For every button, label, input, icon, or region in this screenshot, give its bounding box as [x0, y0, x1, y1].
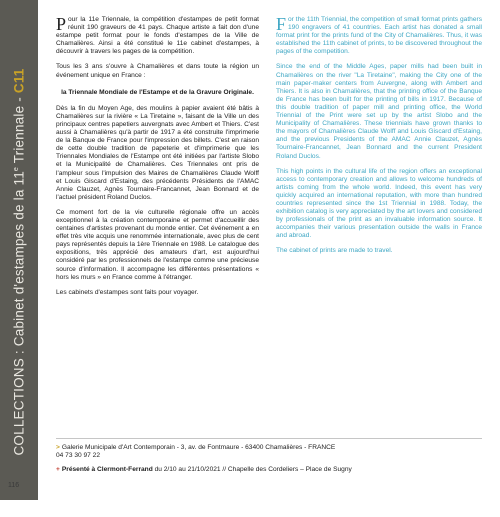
sidebar — [0, 0, 38, 500]
french-heading: la Triennale Mondiale de l'Estampe et de la Gravure Originale. — [61, 88, 254, 96]
french-paragraph: Ce moment fort de la vie culturelle régionale offre un accès exceptionnel à la création contemporaine et permet d'accueillir des centaines d'artistes provenant du monde entier. Cet événement a en effet très vite acquis une renommée internationale, avec plus de cent pays représentés depuis la 1ère Triennale en 1988. Le catalogue des expositions, très apprécié des amateurs d'art, est aujourd'hui considéré par les professionnels de l'estampe comme une précieuse source d'information. Il accompagne les différentes présentations « hors les murs » en France comme à l'étranger. — [56, 208, 259, 281]
drop-cap: F — [276, 14, 287, 34]
sidebar-code: C11 — [11, 68, 27, 94]
english-intro: For the 11th Triennial, the competition of small format prints gathers 190 engravers of 41 countries. Each artist has donated a small format print for the prints fund of the City of Chamalières. Thus, it was established the 11th cabinet of prints, to be discovered throughout the pages of the competition. — [276, 14, 482, 56]
plus-icon: + — [56, 466, 60, 473]
english-paragraph: This high points in the cultural life of the region offers an exceptional access to contemporary creation and allows to welcome hundreds of artists coming from the whole world. Indeed, this event has very quickly acquired an international reputation, with more than hundred countries represented since the 1st Triennial in 1988. Today, the exhibition catalog is very appreciated by the art lovers and considered by professionals of the print as an invaluable information source. It accompanies their various presentation outside the walls in France and abroad. — [276, 167, 482, 240]
english-column — [276, 16, 482, 263]
venue-info: > Galerie Municipale d'Art Contemporain - 3, av. de Fontmaure - 63400 Chamalières - FRANCE 04 73 30 97 22 — [56, 444, 336, 459]
arrow-icon: > — [56, 444, 60, 451]
french-paragraph: Dès la fin du Moyen Age, des moulins à papier avaient été bâtis à Chamalières sur la rivière « La Tiretaine », faisant de la Ville un des principaux centres papetiers auvergnats avec Ambert et Thiers. C'est aussi à Chamalières qu'à partir de 1917 a été construite l'imprimerie de la Banque de France pour l'impression des billets. C'est en raison de cette double tradition de papeterie et d'imprimerie que les Triennales Mondiales de l'Estampe ont été initiées par l'artiste Slobo et la Municipalité de Chamalières. Ces Triennales ont pris de l'ampleur sous l'impulsion des Maires de Chamalières Claude Wolff et Louis Giscard d'Estaing, des précédents Présidents de l'AMAC Annie Clauzet, Agnès Tournaire-Francannet, Jean Bonnard et de l'actuel président Roland Duclos. — [56, 104, 259, 201]
french-closing: Les cabinets d'estampes sont faits pour voyager. — [56, 288, 199, 296]
french-paragraph: Tous les 3 ans s'ouvre à Chamalières et dans toute la région un événement unique en France : — [56, 63, 259, 79]
english-paragraph: Since the end of the Middle Ages, paper mills had been built in Chamalières on the river "La Tiretaine", making the City one of the main paper-maker centers from Auvergne, along with Ambert and Thiers. It is also in Chamalières, that the printing office of the Banque de France has been built for the printing of bills in 1917. Because of this double tradition of paper mill and printing office, the World Triennial of the Print were set up by the artist Slobo and the Municipality of Chamalières. These triennials have grown thanks to the mayors of Chamalières Claude Wolff and Louis Giscard d'Estaing, and the previous Presidents of the AMAC Annie Clauzet, Agnès Tournaire-Francannet, Jean Bonnard and the current President Roland Duclos. — [276, 63, 482, 160]
divider — [56, 438, 482, 439]
french-intro: Pour la 11e Triennale, la compétition d'estampes de petit format réunit 190 graveurs de 41 pays. Chaque artiste a fait don d'une estampe petit format pour le fonds d'estampes de la Ville de Chamalières. Ainsi a été constitué le 11e cabinet d'estampes, à découvrir à travers les pages de la compétition. — [56, 14, 259, 56]
sidebar-title: COLLECTIONS : Cabinet d'estampes de la 11e Triennale - C11 — [11, 68, 27, 456]
drop-cap: P — [56, 14, 67, 34]
english-closing: The cabinet of prints are made to travel. — [276, 247, 393, 255]
page-number: 116 — [8, 482, 20, 489]
french-column — [56, 16, 259, 304]
exhibition-info: + Présenté à Clermont-Ferrand du 2/10 au 21/10/2021 // Chapelle des Cordeliers – Place de Sugny — [56, 466, 352, 473]
phone-number: 04 73 30 97 22 — [56, 452, 100, 459]
